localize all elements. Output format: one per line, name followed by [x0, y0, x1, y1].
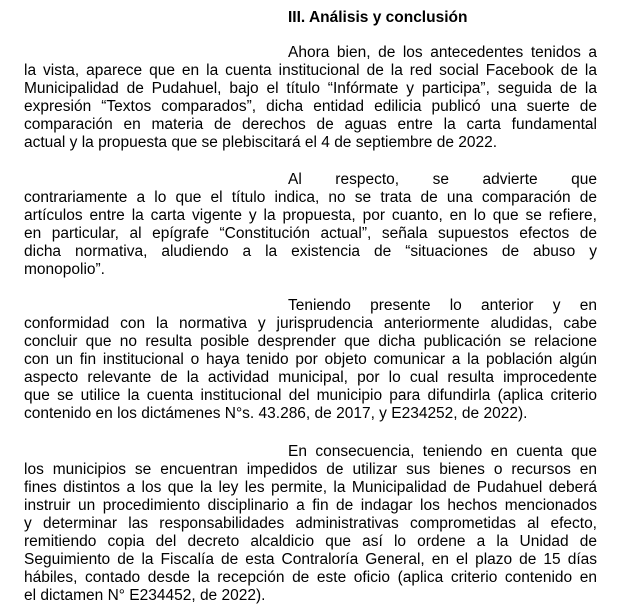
paragraph-line: el dictamen N° E234452, de 2022).: [24, 587, 266, 605]
paragraph-line: Teniendo presente lo anterior y en: [288, 297, 597, 314]
paragraph-line: contrariamente a lo que el título indica, no se trata de una comparación de: [24, 189, 597, 207]
paragraph-line: Municipalidad de Pudahuel, bajo el título “Infórmate y participa”, seguida de la: [24, 80, 597, 98]
paragraph-line: comparación en materia de derechos de aguas entre la carta fundamental: [24, 116, 597, 134]
paragraph-line: hábiles, contado desde la recepción de este oficio (aplica criterio contenido en: [24, 569, 597, 587]
paragraph-line: Al respecto, se advierte que: [288, 171, 597, 188]
paragraph-line: expresión “Textos comparados”, dicha entidad edilicia publicó una suerte de: [24, 98, 597, 116]
paragraph-line: dicha normativa, aludiendo a la existencia de “situaciones de abuso y: [24, 243, 597, 261]
paragraph-line: remitiendo copia del decreto alcaldicio que así lo ordene a la Unidad de: [24, 533, 597, 551]
paragraph-background: [24, 44, 597, 152]
paragraph-line: En consecuencia, teniendo en cuenta que: [288, 443, 597, 460]
paragraph-line: concluir que no resulta posible desprender que dicha publicación se relacione: [24, 333, 597, 351]
paragraph-line: conformidad con la normativa y jurisprudencia anteriormente aludidas, cabe: [24, 315, 597, 333]
paragraph-line: aspecto relevante de la actividad municipal, por lo cual resulta improcedente: [24, 369, 597, 387]
paragraph-line: con un fin institucional o haya tenido por objeto comunicar a la población algún: [24, 351, 597, 369]
paragraph-line: los municipios se encuentran impedidos de utilizar sus bienes o recursos en: [24, 461, 597, 479]
paragraph-line: la vista, aparece que en la cuenta institucional de la red social Facebook de la: [24, 62, 597, 80]
paragraph-line: Ahora bien, de los antecedentes tenidos a: [288, 44, 597, 61]
paragraph-line: fines distintos a los que la ley les permite, la Municipalidad de Pudahuel deberá: [24, 479, 597, 497]
paragraph-line: y determinar las responsabilidades administrativas comprometidas al efecto,: [24, 515, 597, 533]
paragraph-consequence: [24, 443, 597, 605]
paragraph-line: actual y la propuesta que se plebiscitará el 4 de septiembre de 2022.: [24, 134, 498, 152]
paragraph-line: Seguimiento de la Fiscalía de esta Contraloría General, en el plazo de 15 días: [24, 551, 597, 569]
paragraph-line: monopolio”.: [24, 261, 105, 279]
paragraph-line: que se utilice la cuenta institucional del municipio para difundirla (aplica criterio: [24, 387, 597, 405]
paragraph-line: artículos entre la carta vigente y la propuesta, por cuanto, en lo que se refiere,: [24, 207, 597, 225]
section-heading: III. Análisis y conclusión: [288, 9, 468, 26]
paragraph-line: en particular, al epígrafe “Constitución actual”, señala supuestos efectos de: [24, 225, 597, 243]
paragraph-conclusion: [24, 297, 597, 423]
paragraph-line: contenido en los dictámenes N°s. 43.286, de 2017, y E234252, de 2022).: [24, 405, 528, 423]
paragraph-observation: [24, 171, 597, 279]
paragraph-line: instruir un procedimiento disciplinario a fin de indagar los hechos mencionados: [24, 497, 597, 515]
